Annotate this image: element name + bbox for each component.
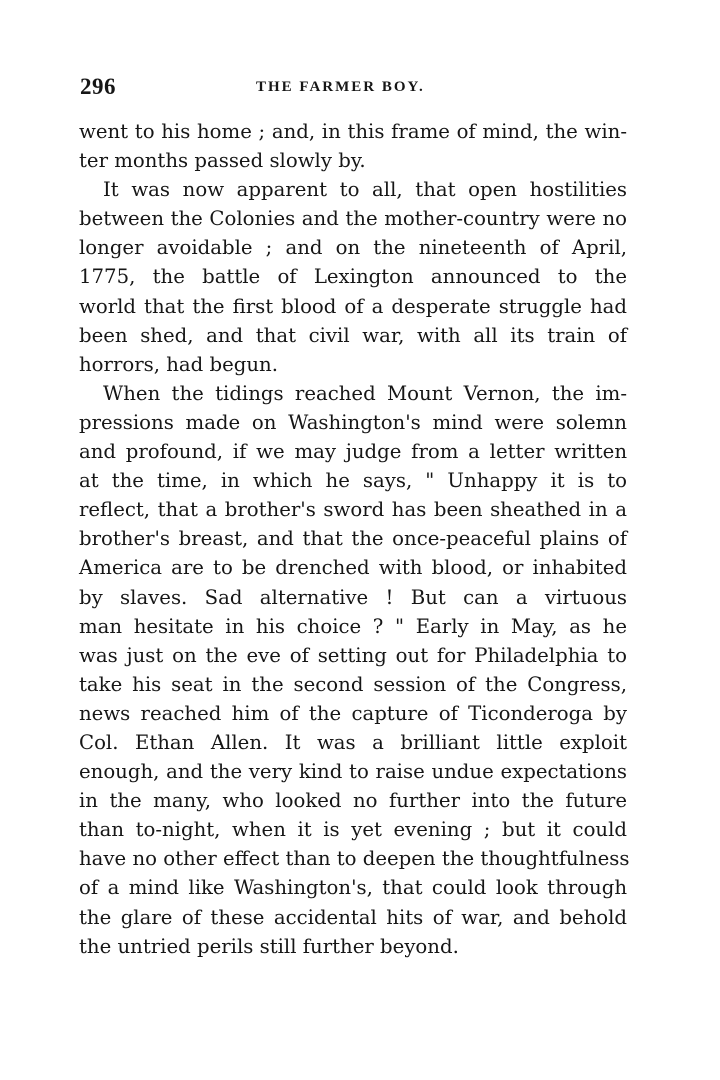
text-line: at the time, in which he says, " Unhappy it is to: [79, 469, 627, 493]
text-line: in the many, who looked no further into the future: [79, 789, 627, 813]
text-line: world that the first blood of a desperate struggle had: [79, 294, 627, 318]
text-line: 1775, the battle of Lexington announced to the: [79, 265, 627, 289]
text-line: have no other effect than to deepen the thoughtfulness: [79, 847, 630, 871]
text-line: went to his home ; and, in this frame of mind, the win-: [79, 120, 627, 143]
text-line: between the Colonies and the mother-country were no: [79, 207, 627, 231]
text-line: reflect, that a brother's sword has been sheathed in a: [79, 498, 627, 522]
body-text: [79, 117, 630, 961]
text-line: the glare of these accidental hits of war, and behold: [79, 905, 627, 929]
text-line: of a mind like Washington's, that could look through: [79, 876, 627, 900]
paragraph-first-line: It was now apparent to all, that open hostilities: [103, 178, 627, 202]
text-line: America are to be drenched with blood, or inhabited: [79, 556, 627, 580]
text-line: been shed, and that civil war, with all its train of: [79, 323, 627, 347]
text-line: by slaves. Sad alternative ! But can a virtuous: [79, 585, 627, 609]
text-line: enough, and the very kind to raise undue expectations: [79, 760, 627, 784]
text-line: news reached him of the capture of Ticonderoga by: [79, 701, 627, 725]
text-line: take his seat in the second session of the Congress,: [79, 672, 627, 696]
text-line: pressions made on Washington's mind were solemn: [79, 410, 627, 434]
text-line: Col. Ethan Allen. It was a brilliant little exploit: [79, 730, 627, 754]
page-number: 296: [80, 74, 116, 99]
text-line: and profound, if we may judge from a letter written: [79, 440, 627, 464]
page-header: [80, 70, 626, 104]
text-line: than to-night, when it is yet evening ; but it could: [79, 818, 627, 842]
text-line: longer avoidable ; and on the nineteenth of April,: [79, 236, 627, 260]
text-line: brother's breast, and that the once-peaceful plains of: [79, 527, 627, 551]
text-line: was just on the eve of setting out for Philadelphia to: [79, 643, 627, 667]
running-title: THE FARMER BOY.: [256, 79, 425, 95]
text-line: ter months passed slowly by.: [79, 149, 366, 173]
text-line: horrors, had begun.: [79, 352, 278, 376]
text-line: man hesitate in his choice ? " Early in May, as he: [79, 614, 627, 638]
paragraph-first-line: When the tidings reached Mount Vernon, the im-: [103, 381, 627, 405]
text-line: the untried perils still further beyond.: [79, 934, 459, 958]
